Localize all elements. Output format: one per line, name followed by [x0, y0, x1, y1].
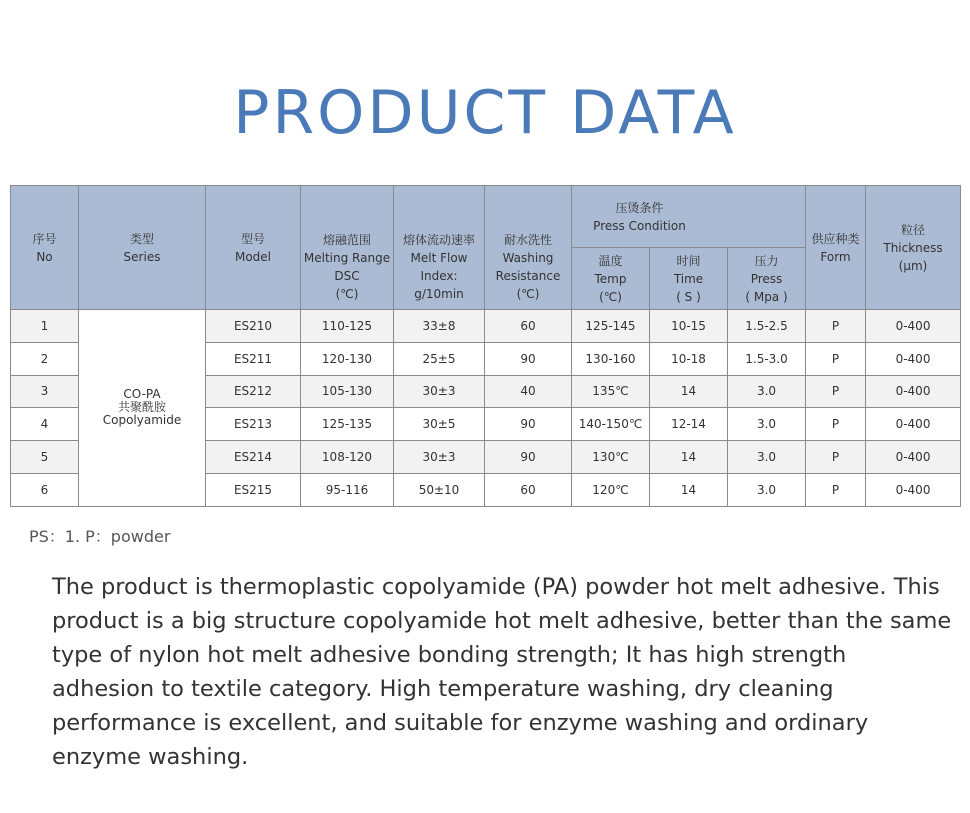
header-washing-resistance: 耐水洗性 Washing Resistance (℃)	[485, 186, 572, 310]
cell-model: ES212	[206, 375, 301, 408]
cell-melt-flow: 30±3	[394, 375, 485, 408]
header-no: 序号 No	[11, 186, 79, 310]
cell-temp: 135℃	[572, 375, 650, 408]
cell-time: 14	[650, 473, 728, 506]
cell-thickness: 0-400	[866, 441, 961, 474]
cell-model: ES213	[206, 408, 301, 441]
cell-melt-flow: 33±8	[394, 310, 485, 343]
cell-time: 10-18	[650, 342, 728, 375]
cell-form: P	[806, 310, 866, 343]
header-series: 类型 Series	[79, 186, 206, 310]
cell-melting: 125-135	[301, 408, 394, 441]
header-melt-flow-index: 熔体流动速率 Melt Flow Index: g/10min	[394, 186, 485, 310]
header-press-condition: 压烫条件 Press Condition	[572, 186, 806, 248]
cell-temp: 120℃	[572, 473, 650, 506]
cell-temp: 130℃	[572, 441, 650, 474]
cell-model: ES210	[206, 310, 301, 343]
cell-washing: 90	[485, 342, 572, 375]
cell-melting: 110-125	[301, 310, 394, 343]
cell-washing: 90	[485, 441, 572, 474]
cell-melt-flow: 25±5	[394, 342, 485, 375]
cell-form: P	[806, 441, 866, 474]
cell-thickness: 0-400	[866, 375, 961, 408]
cell-form: P	[806, 408, 866, 441]
cell-no: 4	[11, 408, 79, 441]
header-temp: 温度 Temp (℃)	[572, 248, 650, 310]
cell-thickness: 0-400	[866, 310, 961, 343]
cell-melting: 108-120	[301, 441, 394, 474]
header-press: 压力 Press ( Mpa )	[728, 248, 806, 310]
cell-time: 12-14	[650, 408, 728, 441]
cell-melt-flow: 50±10	[394, 473, 485, 506]
page-title: PRODUCT DATA	[233, 78, 737, 148]
cell-melting: 105-130	[301, 375, 394, 408]
cell-press: 3.0	[728, 375, 806, 408]
cell-form: P	[806, 342, 866, 375]
table-row	[11, 310, 961, 343]
cell-model: ES215	[206, 473, 301, 506]
cell-press: 1.5-3.0	[728, 342, 806, 375]
cell-time: 14	[650, 441, 728, 474]
cell-model: ES214	[206, 441, 301, 474]
cell-form: P	[806, 375, 866, 408]
cell-press: 3.0	[728, 441, 806, 474]
cell-series: CO-PA 共聚酰胺 Copolyamide	[79, 310, 206, 507]
cell-form: P	[806, 473, 866, 506]
cell-no: 6	[11, 473, 79, 506]
cell-no: 1	[11, 310, 79, 343]
cell-press: 3.0	[728, 408, 806, 441]
cell-washing: 40	[485, 375, 572, 408]
cell-no: 2	[11, 342, 79, 375]
header-melting-range: 熔融范围 Melting Range DSC (℃)	[301, 186, 394, 310]
cell-thickness: 0-400	[866, 408, 961, 441]
cell-press: 3.0	[728, 473, 806, 506]
header-thickness: 粒径 Thickness (μm)	[866, 186, 961, 310]
product-data-table	[10, 185, 961, 507]
cell-thickness: 0-400	[866, 473, 961, 506]
cell-washing: 90	[485, 408, 572, 441]
cell-melt-flow: 30±5	[394, 408, 485, 441]
cell-no: 5	[11, 441, 79, 474]
cell-temp: 140-150℃	[572, 408, 650, 441]
cell-temp: 125-145	[572, 310, 650, 343]
cell-time: 14	[650, 375, 728, 408]
cell-washing: 60	[485, 473, 572, 506]
cell-no: 3	[11, 375, 79, 408]
cell-press: 1.5-2.5	[728, 310, 806, 343]
product-description: The product is thermoplastic copolyamide (PA) powder hot melt adhesive. This product is a big structure copolyamide hot melt adhesive, better than the same type of nylon hot melt adhesive bonding strength; It has high strength adhesion to textile category. High temperature washing, dry cleaning performance is excellent, and suitable for enzyme washing and ordinary enzyme washing.	[52, 574, 952, 770]
header-time: 时间 Time ( S )	[650, 248, 728, 310]
cell-melt-flow: 30±3	[394, 441, 485, 474]
cell-melting: 120-130	[301, 342, 394, 375]
cell-washing: 60	[485, 310, 572, 343]
header-model: 型号 Model	[206, 186, 301, 310]
header-form: 供应种类 Form	[806, 186, 866, 310]
cell-time: 10-15	[650, 310, 728, 343]
cell-temp: 130-160	[572, 342, 650, 375]
footnote: PS：1. P：powder	[29, 527, 171, 546]
cell-thickness: 0-400	[866, 342, 961, 375]
cell-melting: 95-116	[301, 473, 394, 506]
cell-model: ES211	[206, 342, 301, 375]
